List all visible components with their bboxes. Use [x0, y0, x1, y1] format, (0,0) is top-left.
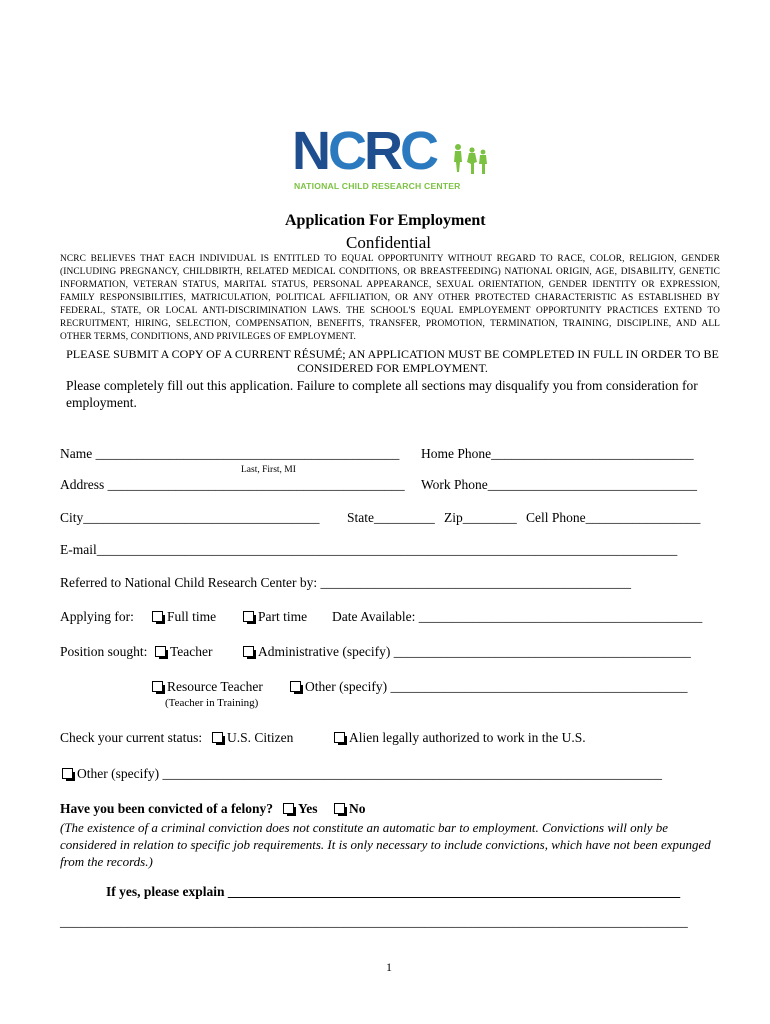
children-silhouette-icon [450, 142, 490, 182]
logo-wordmark [292, 121, 436, 181]
home-phone-field[interactable]: Home Phone______________________________ [421, 446, 694, 461]
form-title: Application For Employment [285, 212, 486, 229]
resource-teacher-label: Resource Teacher [167, 679, 263, 694]
other-position-field[interactable]: Other (specify) ____________________________________________ [305, 679, 688, 694]
part-time-option[interactable] [243, 609, 307, 625]
felony-explain-extra-line[interactable]: _____________________________________________________________________________________________ [60, 914, 688, 929]
citizen-checkbox[interactable] [212, 732, 223, 743]
full-time-option[interactable] [152, 609, 216, 625]
felony-yes-option[interactable] [283, 801, 318, 817]
felony-no-label: No [349, 801, 366, 816]
part-time-label: Part time [258, 609, 308, 624]
logo-letter-c2: C [400, 121, 436, 181]
citizen-option[interactable] [212, 730, 293, 746]
instructions: Please completely fill out this application. Failure to complete all sections may disqualify you from consideration for employment. [66, 378, 698, 410]
state-field[interactable]: State_________ [347, 510, 435, 525]
part-time-checkbox[interactable] [243, 611, 254, 622]
equal-opportunity-policy: NCRC BELIEVES THAT EACH INDIVIDUAL IS ENTITLED TO EQUAL OPPORTUNITY WITHOUT REGARD TO RACE, COLOR, RELIGION, GENDER (INCLUDING PREGNANCY, CHILDBIRTH, RELATED MEDICAL CONDITIONS, OR BREASTFEEDING) NATIONAL ORIGIN, AGE, DISABILITY, GENETIC INFORMATION, VETERAN STATUS, MARITAL STATUS, PERSONAL APPEARANCE, SEXUAL ORIENTATION, GENDER IDENTITY OR EXPRESSION, FAMILY RESPONSIBILITIES, MATRICULATION, POLITICAL AFFILIATION, OR ANY OTHER PROTECTED CHARACTERISTIC AS ESTABLISHED BY FEDERAL, STATE, OR LOCAL ANTI-DISCRIMINATION LAWS. THE SCHOOL'S EQUAL EMPLOYEMENT OPPORTUNITY PRACTICES EXTEND TO RECRUITMENT, HIRING, SELECTION, COMPENSATION, BENEFITS, TRANSFER, PROMOTION, TERMINATION, TRAINING, DISCIPLINE, AND ALL OTHER TERMS, CONDITIONS, AND PRIVILEGES OF EMPLOYMENT. [60, 254, 720, 342]
administrative-option[interactable] [243, 644, 691, 660]
alien-label: Alien legally authorized to work in the U.S. [349, 730, 586, 745]
cell-phone-field[interactable]: Cell Phone_________________ [526, 510, 701, 525]
alien-option[interactable] [334, 730, 586, 746]
ncrc-logo [292, 121, 488, 192]
felony-note: (The existence of a criminal conviction does not constitute an automatic bar to employment. Convictions will only be considered in relation to specific job requirements. It is only necessary to include convictions, which have not been expunged from the records.) [60, 820, 711, 869]
full-time-checkbox[interactable] [152, 611, 163, 622]
resource-teacher-hint: (Teacher in Training) [165, 697, 259, 709]
teacher-option[interactable] [155, 644, 213, 660]
city-field[interactable]: City___________________________________ [60, 510, 320, 525]
felony-no-option[interactable] [334, 801, 366, 817]
other-position-checkbox[interactable] [290, 681, 301, 692]
other-status-field[interactable]: Other (specify) __________________________________________________________________________ [77, 766, 662, 781]
applying-for-label: Applying for: [60, 609, 134, 624]
other-status-option[interactable] [62, 766, 662, 782]
form-subtitle: Confidential [346, 233, 431, 252]
logo-letter-r: R [364, 121, 400, 181]
resume-notice: PLEASE SUBMIT A COPY OF A CURRENT RÉSUMÉ; AN APPLICATION MUST BE COMPLETED IN FULL IN ORDER TO BE CONSIDERED FOR EMPLOYMENT. [66, 347, 719, 375]
work-phone-field[interactable]: Work Phone_______________________________ [421, 477, 698, 492]
logo-letter-c: C [328, 121, 364, 181]
felony-question: Have you been convicted of a felony? [60, 801, 273, 816]
felony-yes-label: Yes [298, 801, 318, 816]
other-status-checkbox[interactable] [62, 768, 73, 779]
felony-yes-checkbox[interactable] [283, 803, 294, 814]
felony-explain-field[interactable]: If yes, please explain ___________________________________________________________________ [106, 884, 681, 899]
date-available-field[interactable]: Date Available: __________________________________________ [332, 609, 703, 624]
status-label: Check your current status: [60, 730, 203, 745]
position-sought-label: Position sought: [60, 644, 148, 659]
full-time-label: Full time [167, 609, 217, 624]
name-field[interactable]: Name _____________________________________________ [60, 446, 400, 461]
administrative-field[interactable]: Administrative (specify) ____________________________________________ [258, 644, 691, 659]
name-hint: Last, First, MI [241, 465, 296, 475]
email-field[interactable]: E-mail______________________________________________________________________________________ [60, 542, 678, 557]
other-position-option[interactable] [290, 679, 687, 695]
citizen-label: U.S. Citizen [227, 730, 294, 745]
alien-checkbox[interactable] [334, 732, 345, 743]
referred-by-field[interactable]: Referred to National Child Research Center by: ______________________________________________ [60, 575, 632, 590]
resource-teacher-checkbox[interactable] [152, 681, 163, 692]
felony-no-checkbox[interactable] [334, 803, 345, 814]
page-number: 1 [386, 960, 392, 974]
teacher-checkbox[interactable] [155, 646, 166, 657]
resource-teacher-option[interactable] [152, 679, 263, 695]
zip-field[interactable]: Zip________ [444, 510, 517, 525]
teacher-label: Teacher [170, 644, 213, 659]
logo-letter-n: N [292, 121, 328, 181]
administrative-checkbox[interactable] [243, 646, 254, 657]
address-field[interactable]: Address ____________________________________________ [60, 477, 405, 492]
logo-tagline: NATIONAL CHILD RESEARCH CENTER [294, 181, 461, 191]
